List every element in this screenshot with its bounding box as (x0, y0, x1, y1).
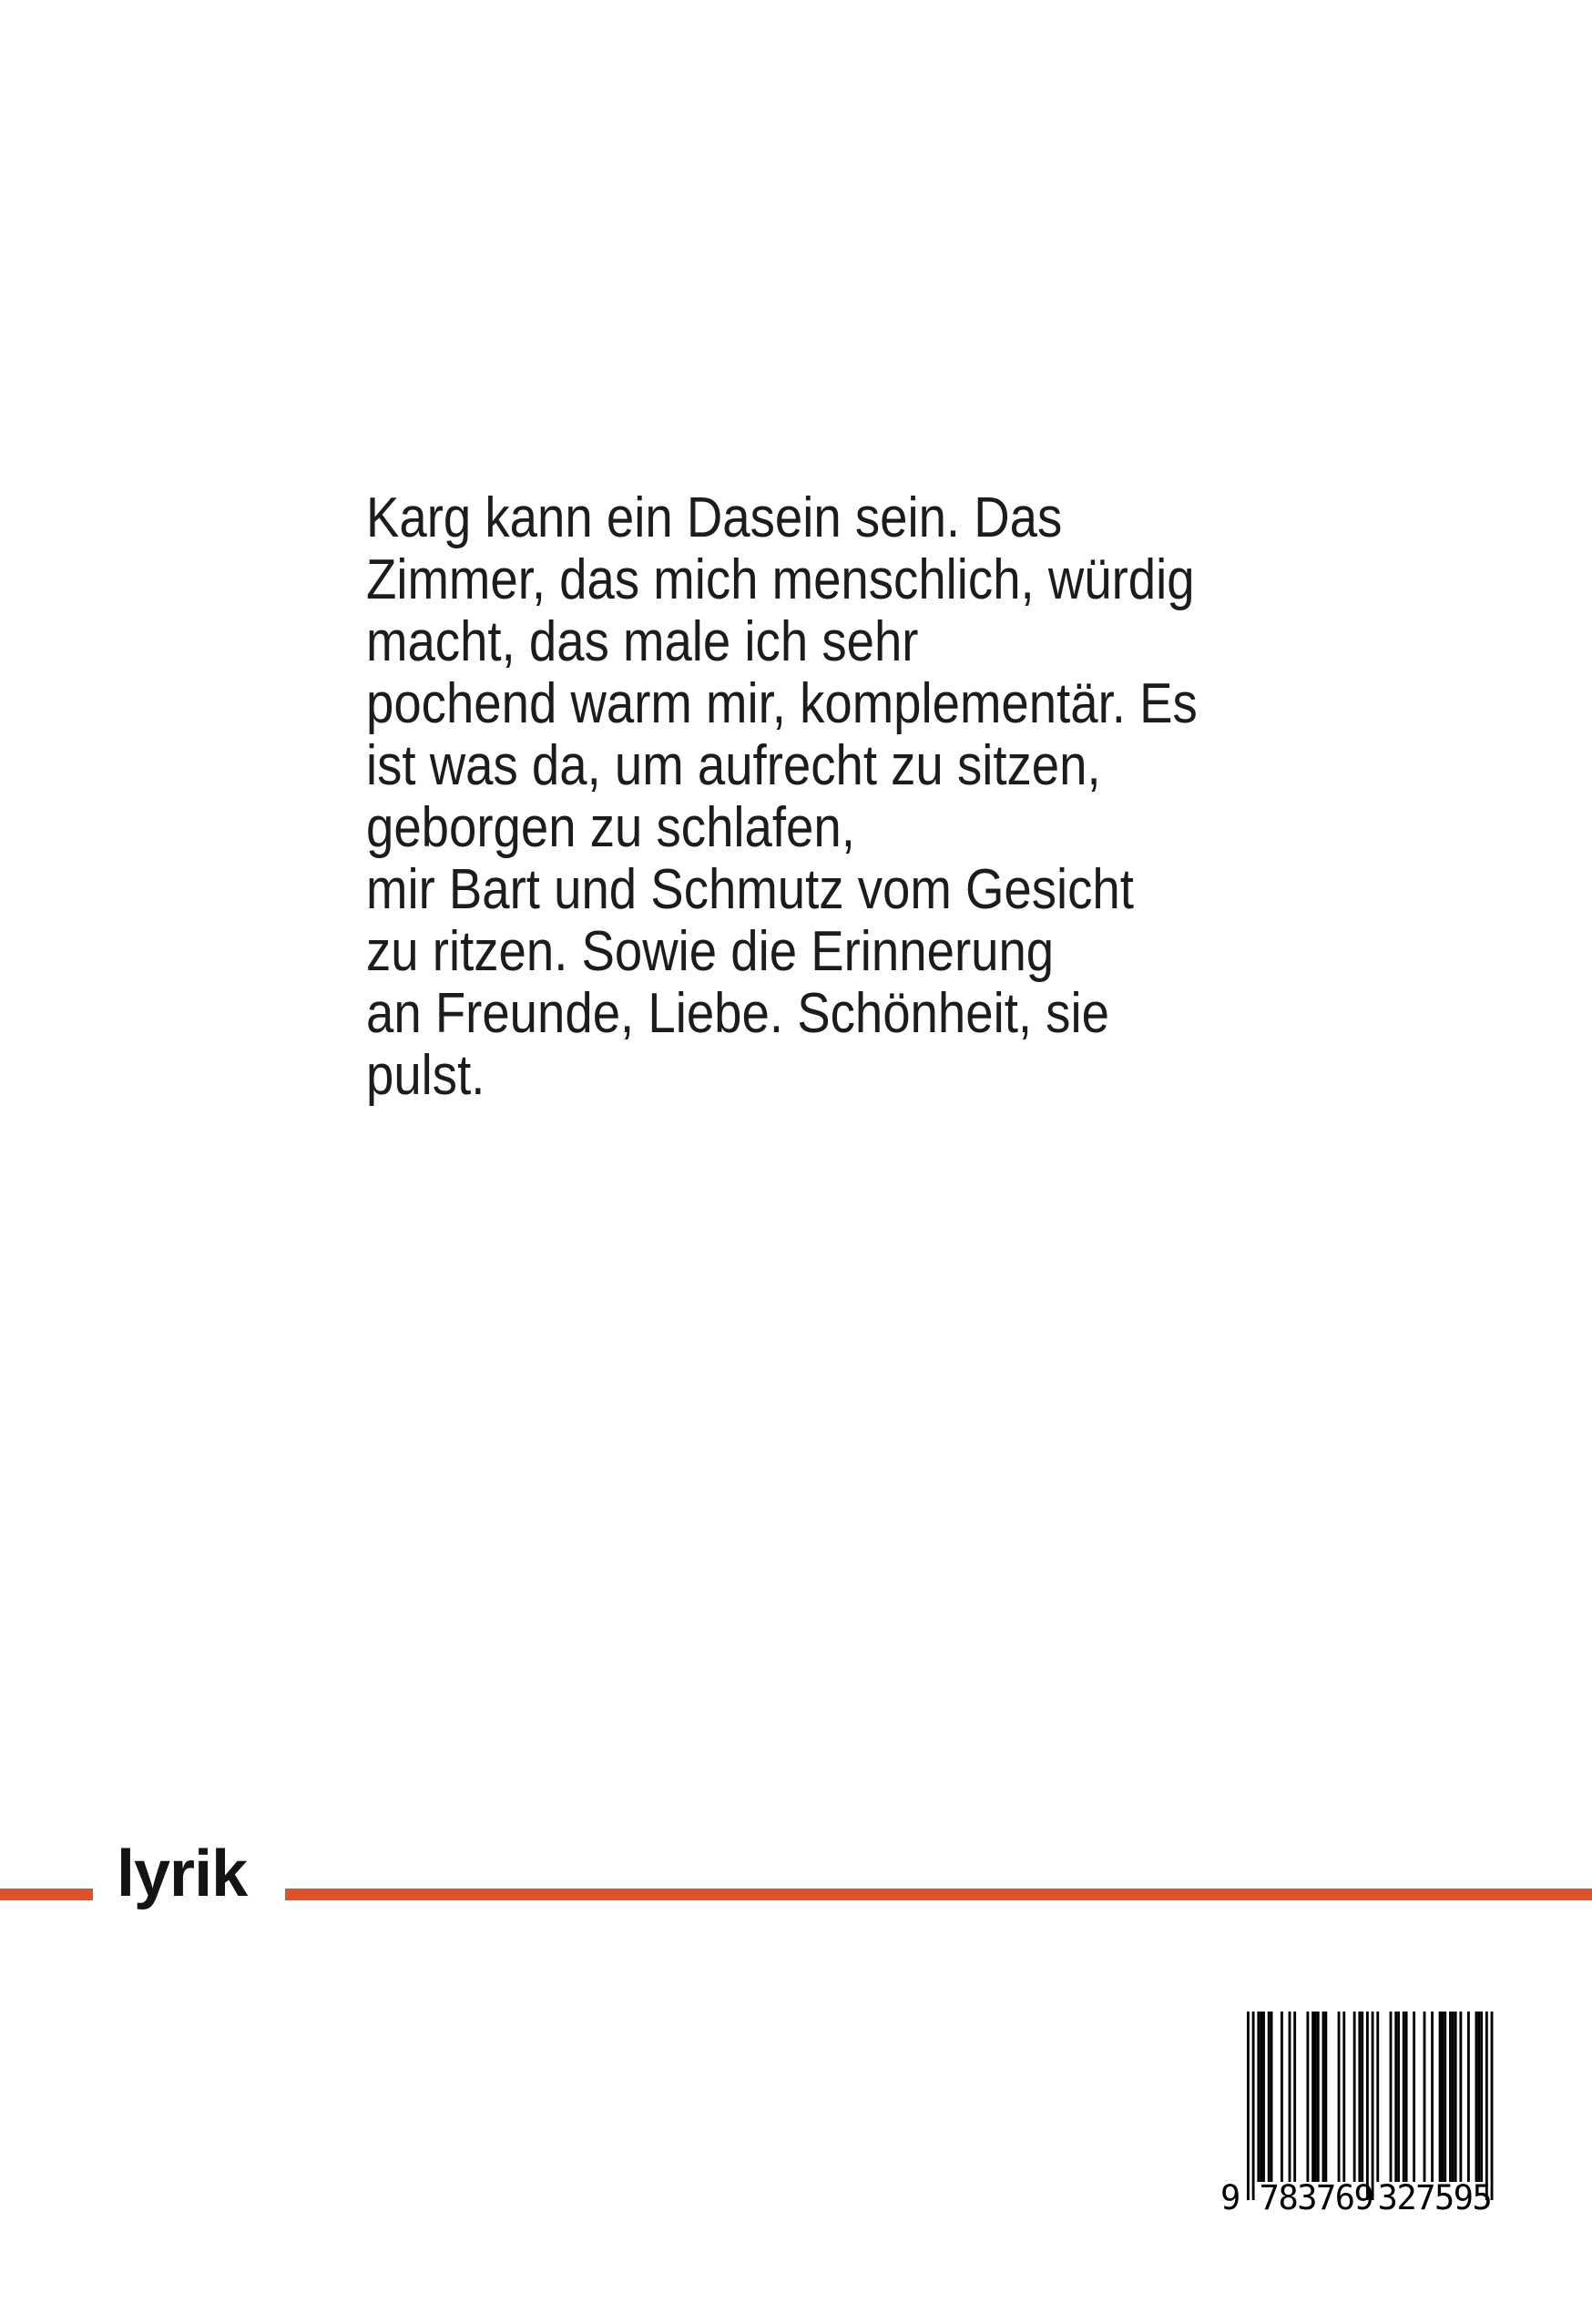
barcode-bar (1449, 2012, 1452, 2182)
barcode-bar (1314, 2012, 1317, 2182)
poem-line: geborgen zu schlafen, (366, 796, 855, 859)
poem-line: Karg kann ein Dasein sein. Das (366, 486, 1063, 549)
barcode-bar (1459, 2012, 1462, 2182)
barcode-bar (1252, 2012, 1255, 2200)
barcode-bar (1289, 2012, 1291, 2182)
poem-line: Zimmer, das mich menschlich, würdig (366, 548, 1195, 611)
barcode-bar (1257, 2012, 1260, 2182)
barcode-bar (1260, 2012, 1262, 2182)
barcode-bar (1475, 2012, 1478, 2182)
barcode-bar (1281, 2012, 1283, 2182)
barcode-digits: 9 (1220, 2178, 1240, 2217)
category-rule-left (0, 1889, 93, 1900)
barcode-bar (1342, 2012, 1345, 2182)
barcode-bar (1353, 2012, 1356, 2182)
barcode-bar (1324, 2012, 1327, 2182)
barcode-bar (1390, 2012, 1393, 2182)
barcode-bar (1262, 2012, 1265, 2182)
poem-line: pulst. (366, 1044, 485, 1107)
barcode-bar (1480, 2012, 1483, 2182)
barcode-bar (1405, 2012, 1408, 2182)
barcode-bar (1338, 2012, 1341, 2182)
barcode-bar (1477, 2012, 1480, 2182)
ean13-barcode (1220, 2012, 1503, 2221)
barcode-bar (1452, 2012, 1454, 2182)
barcode-digits: 783769 (1259, 2178, 1373, 2217)
barcode-bar (1358, 2012, 1361, 2182)
barcode-bar (1394, 2012, 1397, 2182)
barcode-bar (1361, 2012, 1363, 2182)
barcode-bar (1311, 2012, 1314, 2182)
barcode-bar (1366, 2012, 1369, 2200)
barcode-bar (1271, 2012, 1273, 2182)
barcode-bar (1454, 2012, 1457, 2182)
category-label: lyrik (117, 1838, 248, 1910)
barcode-bar (1322, 2012, 1325, 2182)
barcode-block (1220, 2012, 1503, 2221)
barcode-bar (1467, 2012, 1470, 2182)
barcode-bar (1306, 2012, 1309, 2182)
poem-block (366, 487, 1198, 1107)
poem-line: mir Bart und Schmutz vom Gesicht (366, 858, 1134, 921)
barcode-bar (1485, 2012, 1488, 2200)
barcode-bar (1247, 2012, 1250, 2200)
barcode-bar (1442, 2012, 1444, 2182)
barcode-digits: 327595 (1377, 2178, 1492, 2217)
poem-line: pochend warm mir, komplementär. Es (366, 672, 1198, 735)
poem-line: macht, das male ich sehr (366, 610, 919, 673)
barcode-bar (1491, 2012, 1494, 2200)
barcode-bar (1403, 2012, 1405, 2182)
barcode-bar (1413, 2012, 1415, 2182)
barcode-bar (1376, 2012, 1379, 2182)
poem-line: ist was da, um aufrecht zu sitzen, (366, 734, 1101, 797)
barcode-bar (1397, 2012, 1400, 2182)
barcode-bar (1439, 2012, 1442, 2182)
poem-line: zu ritzen. Sowie die Erinnerung (366, 920, 1055, 983)
barcode-bar (1431, 2012, 1434, 2182)
barcode-bar (1317, 2012, 1320, 2182)
barcode-bar (1268, 2012, 1271, 2182)
poem-line: an Freunde, Liebe. Schönheit, sie (366, 982, 1109, 1045)
barcode-bar (1444, 2012, 1446, 2182)
barcode-bar (1372, 2012, 1374, 2200)
category-rule-right (285, 1889, 1592, 1900)
barcode-bar (1424, 2012, 1426, 2182)
barcode-bar (1293, 2012, 1296, 2182)
